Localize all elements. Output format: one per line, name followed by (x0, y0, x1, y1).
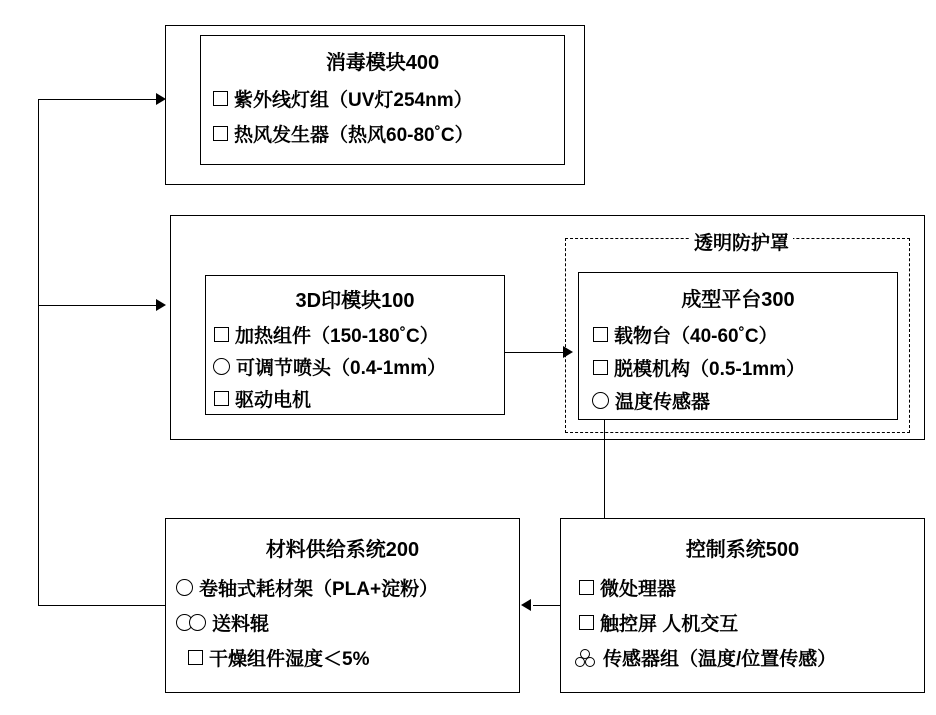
material-supply-title: 材料供给系统200 (265, 539, 420, 561)
print-module-title: 3D印模块100 (295, 290, 415, 312)
connector-control-to-material (533, 605, 561, 606)
sterilize-module-title: 消毒模块400 (325, 52, 440, 74)
forming-platform-title: 成型平台300 (681, 289, 795, 311)
material-item-spool (176, 574, 519, 601)
material-item-spool-label: 卷轴式耗材架（PLA+淀粉） (199, 579, 439, 600)
transparent-shield-label: 透明防护罩 (690, 228, 793, 255)
platform-item-tempsensor-label: 温度传感器 (615, 392, 711, 413)
checkbox-icon (214, 391, 229, 406)
checkbox-icon (214, 327, 229, 342)
circle-icon (213, 358, 230, 375)
material-item-feedroller (176, 609, 519, 636)
platform-item-tempsensor (592, 387, 897, 414)
arrowhead-bus-to-sterilize (156, 93, 166, 105)
platform-item-stage-label: 载物台（40-60˚C） (614, 326, 778, 347)
checkbox-icon (213, 126, 228, 141)
material-supply-box (165, 518, 520, 693)
connector-bus-to-print (38, 305, 156, 306)
control-system-box (560, 518, 925, 693)
control-item-touchscreen (579, 609, 924, 636)
checkbox-icon (593, 327, 608, 342)
forming-platform-box (578, 272, 898, 420)
platform-item-stage (593, 321, 897, 348)
connector-print-to-platform (505, 352, 563, 353)
sterilize-item-hotair-label: 热风发生器（热风60-80˚C） (234, 125, 474, 146)
print-item-motor-label: 驱动电机 (235, 390, 312, 411)
print-item-nozzle (213, 353, 504, 380)
control-item-mcu-label: 微处理器 (600, 579, 677, 600)
checkbox-icon (579, 615, 594, 630)
arrowhead-bus-to-print (156, 299, 166, 311)
sterilize-item-uv-label: 紫外线灯组（UV灯254nm） (234, 90, 473, 111)
sterilize-item-uv (213, 85, 564, 112)
control-item-sensorgroup-label: 传感器组（温度/位置传感） (603, 649, 837, 670)
sterilize-item-hotair (213, 120, 564, 147)
arrowhead-control-to-material (521, 599, 531, 611)
material-item-dryer-label: 干燥组件湿度＜5% (209, 649, 370, 670)
connector-material-left-stub (38, 605, 166, 606)
control-item-touchscreen-label: 触控屏 人机交互 (600, 614, 739, 635)
print-item-heater-label: 加热组件（150-180˚C） (235, 326, 439, 347)
checkbox-icon (579, 580, 594, 595)
checkbox-icon (593, 360, 608, 375)
checkbox-icon (213, 91, 228, 106)
sterilize-module-box (200, 35, 565, 165)
circle-icon (592, 392, 609, 409)
material-item-feedroller-label: 送料辊 (212, 614, 270, 635)
sensor-group-icon (575, 649, 597, 667)
print-module-box (205, 275, 505, 415)
print-item-heater (214, 321, 504, 348)
control-item-mcu (579, 574, 924, 601)
control-system-title: 控制系统500 (685, 539, 800, 561)
checkbox-icon (188, 650, 203, 665)
platform-item-demold (593, 354, 897, 381)
arrowhead-print-to-platform (563, 346, 573, 358)
print-item-nozzle-label: 可调节喷头（0.4-1mm） (236, 358, 447, 379)
connector-bus-to-sterilize (38, 99, 156, 100)
connector-left-bus-vertical (38, 99, 39, 606)
control-item-sensorgroup (575, 644, 924, 671)
connector-platform-to-control (604, 420, 605, 518)
print-item-motor (214, 385, 504, 412)
material-item-dryer (188, 644, 519, 671)
circle-icon (176, 579, 193, 596)
platform-item-demold-label: 脱模机构（0.5-1mm） (614, 359, 806, 380)
double-circle-icon (176, 614, 206, 631)
